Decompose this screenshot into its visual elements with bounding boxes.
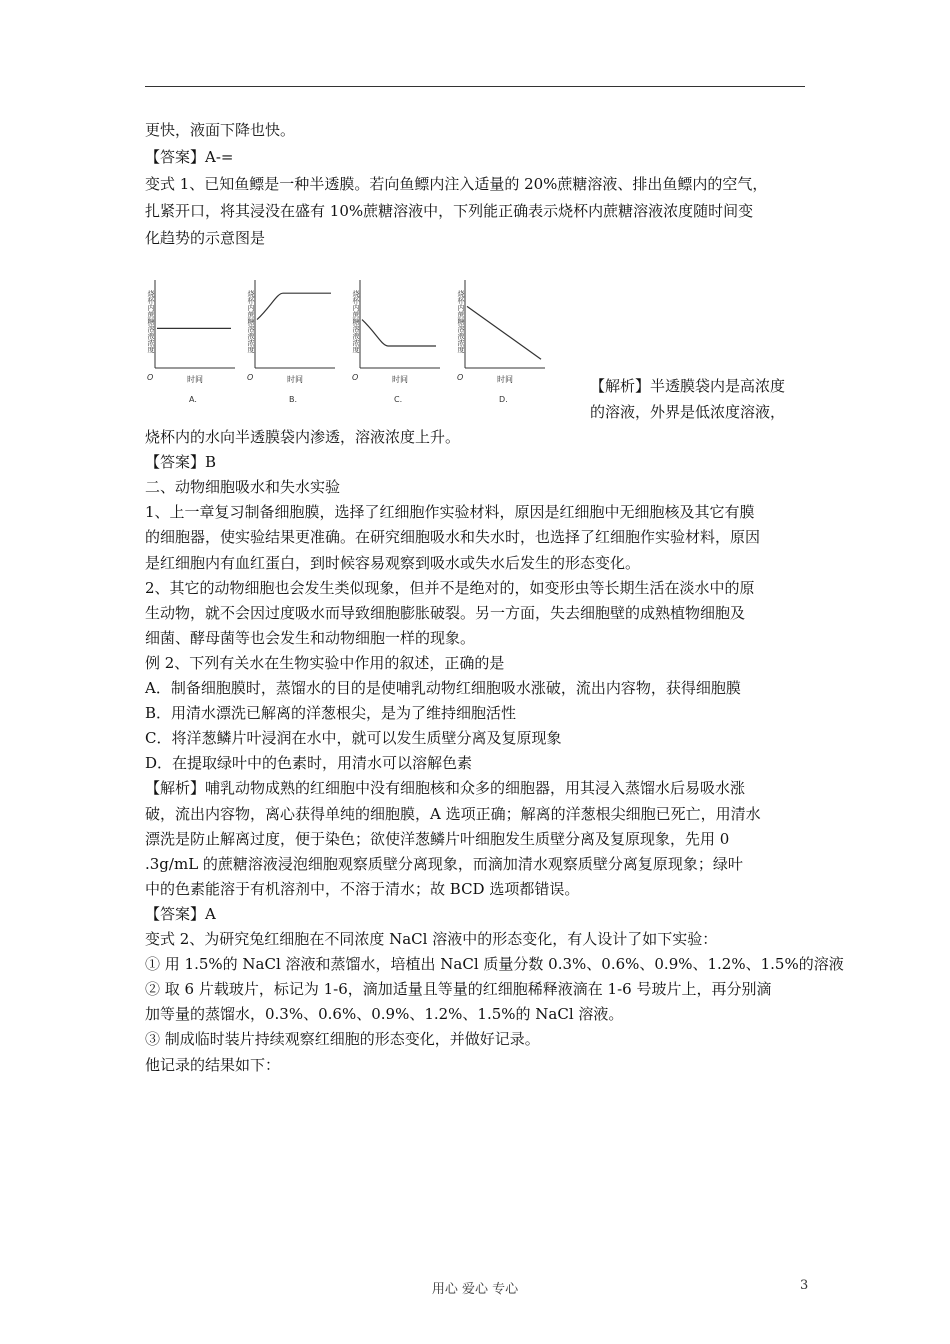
analysis-side-line: 【解析】半透膜袋内是高浓度 [590, 377, 786, 395]
text-line: 破，流出内容物，离心获得单纯的细胞膜，A 选项正确；解离的洋葱根尖细胞已死亡，用清水 [145, 805, 761, 823]
chart-a-origin: O [147, 373, 154, 382]
text-line: 【解析】哺乳动物成熟的红细胞中没有细胞核和众多的细胞器，用其浸入蒸馏水后易吸水涨 [145, 779, 746, 797]
text-line: 1、上一章复习制备细胞膜，选择了红细胞作实验材料，原因是红细胞中无细胞核及其它有膜 [145, 503, 755, 521]
text-line: 二、动物细胞吸水和失水实验 [145, 478, 341, 496]
text-line: 中的色素能溶于有机溶剂中，不溶于清水；故 BCD 选项都错误。 [145, 880, 580, 898]
text-line: 2、其它的动物细胞也会发生类似现象，但并不是绝对的，如变形虫等长期生活在淡水中的原 [145, 579, 755, 597]
text-line: 变式 1、已知鱼鳔是一种半透膜。若向鱼鳔内注入适量的 20%蔗糖溶液、排出鱼鳔内的空气， [145, 175, 768, 193]
chart-c-ylabel: 烧杯内蔗糖溶液浓度 [352, 290, 360, 353]
chart-a-xlabel: 时间 [187, 375, 203, 384]
chart-d-curve [467, 306, 541, 359]
header-rule [145, 86, 805, 87]
text-line: 扎紧开口，将其浸没在盛有 10%蔗糖溶液中，下列能正确表示烧杯内蔗糖溶液浓度随时间变 [145, 202, 754, 220]
text-line: 化趋势的示意图是 [145, 229, 266, 247]
chart-b-curve [257, 293, 331, 319]
chart-c-xlabel: 时间 [392, 375, 408, 384]
page-number: 3 [800, 1278, 809, 1293]
analysis-side-line: 的溶液，外界是低浓度溶液， [590, 403, 786, 421]
chart-c-label: C. [394, 395, 403, 404]
chart-a [145, 270, 245, 410]
chart-c-origin: O [352, 373, 359, 382]
chart-c [350, 270, 450, 410]
chart-d-origin: O [457, 373, 464, 382]
text-line: ③ 制成临时装片持续观察红细胞的形态变化，并做好记录。 [145, 1030, 540, 1048]
chart-b-origin: O [247, 373, 254, 382]
text-line: 他记录的结果如下： [145, 1056, 281, 1074]
text-line: B．用清水漂洗已解离的洋葱根尖，是为了维持细胞活性 [145, 704, 517, 722]
chart-b-label: B. [289, 395, 298, 404]
text-line: 漂洗是防止解离过度，便于染色；欲使洋葱鳞片叶细胞发生质壁分离及复原现象，先用 0 [145, 830, 730, 848]
chart-d-label: D. [499, 395, 508, 404]
text-line: 烧杯内的水向半透膜袋内渗透，溶液浓度上升。 [145, 428, 461, 446]
text-line: 的细胞器，使实验结果更准确。在研究细胞吸水和失水时，也选择了红细胞作实验材料，原因 [145, 528, 761, 546]
text-line: D．在提取绿叶中的色素时，用清水可以溶解色素 [145, 754, 473, 772]
chart-a-label: A. [189, 395, 197, 404]
text-line: C．将洋葱鳞片叶浸润在水中，就可以发生质壁分离及复原现象 [145, 729, 562, 747]
text-line: 生动物，就不会因过度吸水而导致细胞膨胀破裂。另一方面，失去细胞壁的成熟植物细胞及 [145, 604, 746, 622]
text-line: 细菌、酵母菌等也会发生和动物细胞一样的现象。 [145, 629, 476, 647]
text-line: A．制备细胞膜时，蒸馏水的目的是使哺乳动物红细胞吸水涨破，流出内容物，获得细胞膜 [145, 679, 741, 697]
text-line: ② 取 6 片载玻片，标记为 1-6，滴加适量且等量的红细胞稀释液滴在 1-6 号玻片上，再分别滴 [145, 980, 772, 998]
text-line: .3g/mL 的蔗糖溶液浸泡细胞观察质壁分离现象，而滴加清水观察质壁分离复原现象；绿叶 [145, 855, 743, 873]
text-line: 【答案】B [145, 453, 217, 471]
chart-a-ylabel: 烧杯内蔗糖溶液浓度 [147, 290, 155, 353]
text-line: 是红细胞内有血红蛋白，到时候容易观察到吸水或失水后发生的形态变化。 [145, 554, 641, 572]
text-line: 变式 2、为研究兔红细胞在不同浓度 NaCl 溶液中的形态变化，有人设计了如下实验： [145, 930, 718, 948]
chart-c-curve [362, 320, 436, 346]
text-line: 【答案】A [145, 905, 216, 923]
chart-b-ylabel: 烧杯内蔗糖溶液浓度 [247, 290, 255, 353]
text-line: 例 2、下列有关水在生物实验中作用的叙述，正确的是 [145, 654, 505, 672]
chart-d [455, 270, 555, 410]
chart-b-xlabel: 时间 [287, 375, 303, 384]
concentration-charts [145, 270, 575, 410]
footer-motto: 用心 爱心 专心 [431, 1282, 519, 1297]
chart-d-xlabel: 时间 [497, 375, 513, 384]
text-line: 加等量的蒸馏水，0.3%、0.6%、0.9%、1.2%、1.5%的 NaCl 溶液。 [145, 1005, 624, 1023]
text-line: 更快，液面下降也快。 [145, 121, 296, 139]
chart-d-ylabel: 烧杯内蔗糖溶液浓度 [457, 290, 465, 353]
text-line: 【答案】A-= [145, 148, 234, 166]
chart-b [245, 270, 345, 410]
text-line: ① 用 1.5%的 NaCl 溶液和蒸馏水，培植出 NaCl 质量分数 0.3%、0.6%、0.9%、1.2%、1.5%的溶液 [145, 955, 844, 973]
